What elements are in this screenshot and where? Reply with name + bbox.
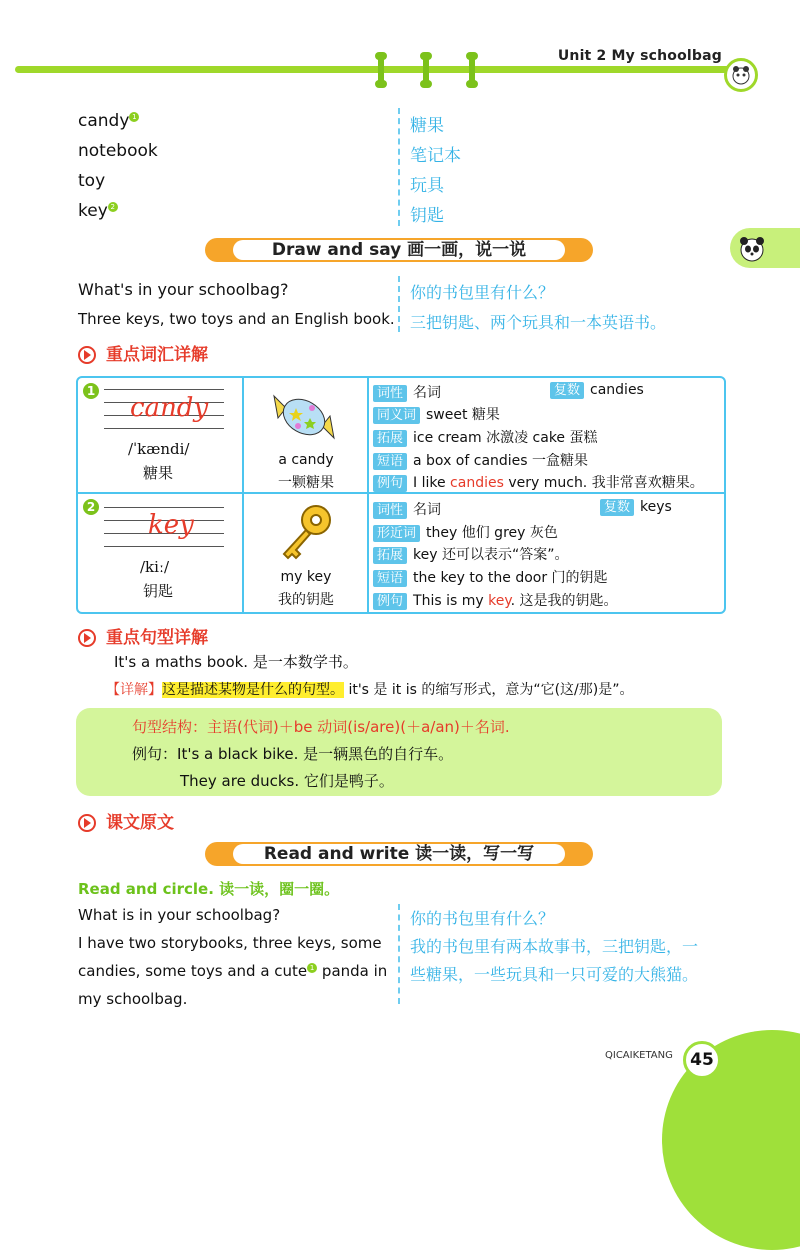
sentence-detail: 【详解】这是描述某物是什么的句型。 it's 是 it is 的缩写形式，意为“它(这/那)是”。: [106, 682, 634, 698]
word-meaning: 糖果: [143, 464, 174, 482]
example-line: 例句：It's a black bike. 是一辆黑色的自行车。: [132, 745, 454, 763]
picture-caption: 我的钥匙: [278, 592, 334, 608]
word-info-row: 同义词 sweet 糖果: [373, 404, 500, 424]
vocab-item: notebook: [78, 141, 158, 161]
picture-caption: my key: [280, 569, 332, 585]
word-info-row: 拓展 ice cream 冰激凌 cake 蛋糕: [373, 427, 598, 447]
handwritten-word: candy: [130, 393, 209, 423]
text-translation: 些糖果，一些玩具和一只可爱的大熊猫。: [410, 965, 699, 984]
phonetic: /ˈkændi/: [128, 440, 190, 458]
word-info-row: 例句 I like candies very much. 我非常喜欢糖果。: [373, 472, 704, 492]
row-number: 2: [83, 499, 99, 515]
play-icon: [78, 814, 96, 832]
example-line: They are ducks. 它们是鸭子。: [180, 772, 394, 790]
panda-logo-icon: [724, 58, 758, 92]
vocab-item: candy 1: [78, 111, 139, 131]
ruled-line: [104, 546, 224, 547]
text-line: my schoolbag.: [78, 990, 188, 1008]
section-heading: 重点句型详解: [78, 623, 208, 648]
text-line: What is in your schoolbag?: [78, 906, 281, 924]
word-info-row: 形近词 they 他们 grey 灰色: [373, 522, 558, 542]
panda-icon: [736, 232, 768, 264]
binder-ring-icon: [378, 52, 384, 88]
dialog-translation: 你的书包里有什么？: [410, 283, 555, 302]
picture-caption: a candy: [278, 452, 334, 468]
header-rule: [15, 66, 735, 73]
ruled-line: [104, 507, 224, 508]
word-info-row: 词性 名词: [373, 382, 441, 402]
ruled-line: [104, 428, 224, 429]
word-info-row: 拓展 key 还可以表示“答案”。: [373, 544, 568, 564]
vocab-translation: 钥匙: [410, 206, 444, 226]
word-meaning: 钥匙: [143, 582, 174, 600]
table-divider: [76, 492, 726, 494]
dialog-translation: 三把钥匙、两个玩具和一本英语书。: [410, 313, 667, 332]
key-sentence: It's a maths book. 是一本数学书。: [114, 653, 358, 671]
side-tab: [730, 228, 800, 268]
text-line: candies, some toys and a cute 1 panda in: [78, 962, 388, 980]
page-number: 45: [683, 1041, 721, 1079]
divider: [398, 276, 400, 332]
brand-name: QICAIKETANG: [605, 1050, 673, 1061]
divider: [398, 108, 400, 226]
word-info-row: 复数 keys: [600, 499, 672, 516]
row-number: 1: [83, 383, 99, 399]
handwritten-word: key: [148, 510, 194, 540]
phonetic: /kiː/: [140, 558, 170, 576]
play-icon: [78, 629, 96, 647]
word-info-row: 复数 candies: [550, 382, 644, 399]
word-info-row: 例句 This is my key. 这是我的钥匙。: [373, 590, 618, 610]
text-line: I have two storybooks, three keys, some: [78, 934, 382, 952]
binder-ring-icon: [469, 52, 475, 88]
dialog-line: Three keys, two toys and an English book.: [78, 310, 395, 328]
ruled-line: [104, 389, 224, 390]
dialog-line: What's in your schoolbag?: [78, 280, 289, 299]
candy-icon: [268, 388, 340, 446]
section-heading: 重点词汇详解: [78, 340, 208, 365]
vocab-translation: 玩具: [410, 176, 444, 196]
exercise-title: Read and circle. 读一读，圈一圈。: [78, 880, 340, 898]
picture-caption: 一颗糖果: [278, 475, 334, 491]
binder-ring-icon: [423, 52, 429, 88]
word-info-row: 短语 a box of candies 一盒糖果: [373, 450, 588, 470]
text-translation: 我的书包里有两本故事书，三把钥匙，一: [410, 937, 699, 956]
divider: [398, 904, 400, 1004]
word-info-row: 词性 名词: [373, 499, 441, 519]
vocab-item: toy: [78, 171, 106, 191]
unit-title: Unit 2 My schoolbag: [557, 48, 722, 64]
section-banner: Read and write 读一读，写一写: [205, 842, 593, 866]
structure-formula: 句型结构：主语(代词)＋be 动词(is/are)(＋a/an)＋名词.: [132, 718, 510, 736]
key-icon: [276, 502, 334, 566]
vocab-translation: 糖果: [410, 116, 444, 136]
word-info-row: 短语 the key to the door 门的钥匙: [373, 567, 608, 587]
vocab-translation: 笔记本: [410, 146, 461, 166]
vocab-item: key 2: [78, 201, 118, 221]
text-translation: 你的书包里有什么？: [410, 909, 555, 928]
section-banner: Draw and say 画一画，说一说: [205, 238, 593, 262]
play-icon: [78, 346, 96, 364]
section-heading: 课文原文: [78, 808, 174, 833]
